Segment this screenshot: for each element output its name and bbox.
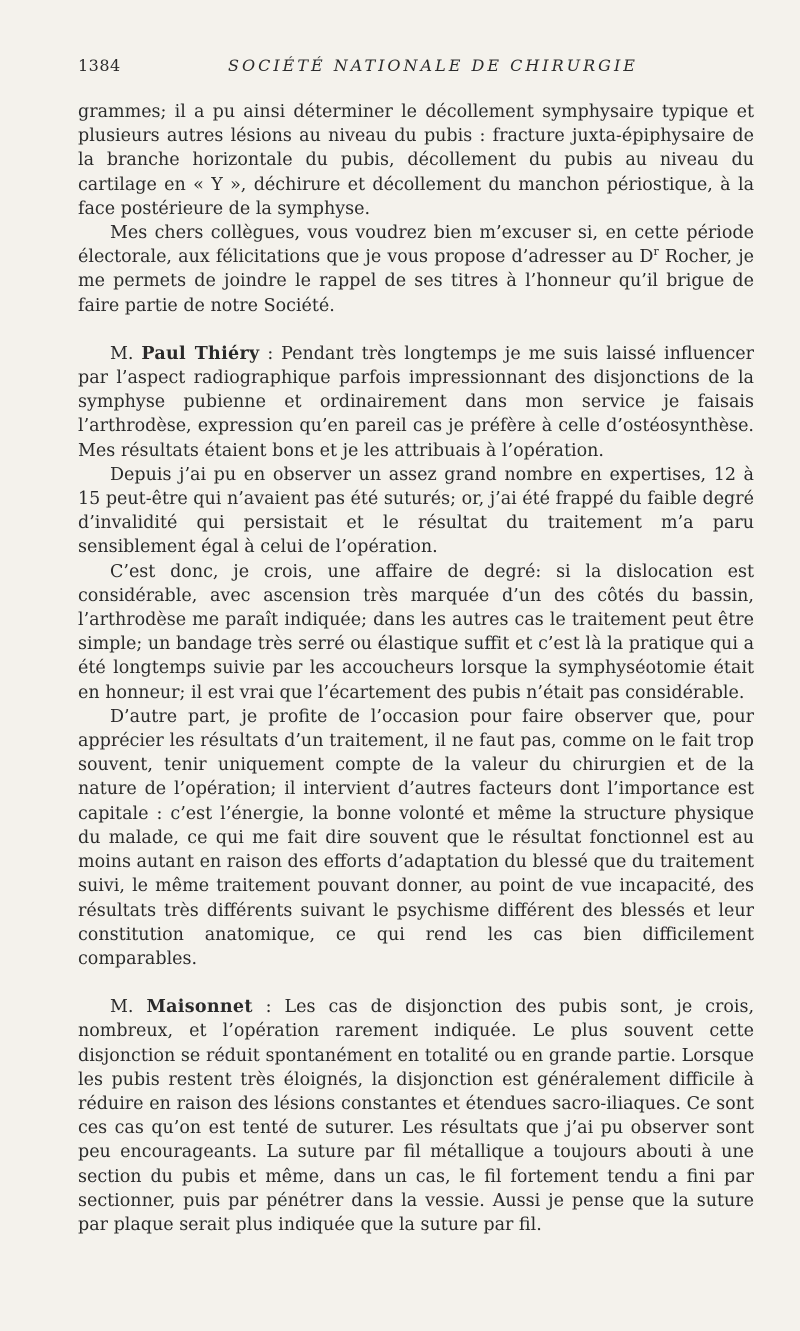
page-header: [78, 56, 770, 82]
paragraph-nomination: [78, 221, 754, 318]
thiery-text-1: : Pendant très longtemps je me suis laissé influencer par l’aspect radiographique parfois impressionnant des disjonctions de la symphyse pubienne et ordinairement dans mon service je faisais l’arthrodèse, expression qu’en pareil cas je préfère à celle d’ostéosynthèse. Mes résultats étaient bons et je les attribuais à l’opération.: [78, 343, 754, 461]
maisonnet-text: : Les cas de disjonction des pubis sont, je crois, nombreux, et l’opération rarement indiquée. Le plus souvent cette disjonction se réduit spontanément en totalité ou en grande partie. Lorsque les pubis restent très éloignés, la disjonction est généralement difficile à réduire en raison des lésions constantes et étendues sacro-iliaques. Ce sont ces cas qu’on est tenté de suturer. Les résultats que j’ai pu observer sont peu encourageants. La suture par fil métallique a toujours abouti à une section du pubis et même, dans un cas, le fil fortement tendu a fini par sectionner, puis par pénétrer dans la vessie. Aussi je pense que la suture par plaque serait plus indiquée que la suture par fil.: [78, 997, 755, 1235]
paragraph-thiery-1: [78, 342, 754, 463]
page-number: 1384: [78, 56, 121, 75]
speaker-title: M.: [110, 997, 147, 1018]
speaker-name-maisonnet: Maisonnet: [146, 997, 253, 1018]
doctor-superscript: r: [653, 245, 659, 259]
running-title: SOCIÉTÉ NATIONALE DE CHIRURGIE: [228, 56, 638, 75]
paragraph-thiery-3: C’est donc, je crois, une affaire de degré: si la dislocation est considérable, avec ascension très marquée d’un des côtés du bassin, l’arthrodèse me paraît indiquée; dans les autres cas le traitement peut être simple; un bandage très serré ou élastique suffit et c’est là la pratique qui a été longtemps suivie par les accoucheurs lorsque la symphyséotomie était en honneur; il est vrai que l’écartement des pubis n’était pas considérable.: [78, 561, 754, 703]
speaker-name-thiery: Paul Thiéry: [141, 343, 260, 364]
paragraph-continued: grammes; il a pu ainsi déterminer le décollement symphysaire typique et plusieurs autres lésions au niveau du pubis : fracture juxta-épiphysaire de la branche horizontale du pubis, décollement du pubis au niveau du cartilage en « Y », déchirure et décollement du manchon périostique, à la face postérieure de la symphyse.: [78, 102, 754, 219]
speaker-title: M.: [110, 343, 142, 364]
paragraph-maisonnet: [78, 995, 754, 1237]
nomination-text-start: Mes chers collègues, vous voudrez bien m’excuser si, en cette période électorale, aux félicitations que je vous propose d’adresser au D: [78, 223, 754, 268]
nomination-text-end: Rocher, je me permets de joindre le rappel de ses titres à l’honneur qu’il brigue de faire partie de notre Société.: [78, 247, 754, 316]
paragraph-thiery-4: D’autre part, je profite de l’occasion pour faire observer que, pour apprécier les résultats d’un traitement, il ne faut pas, comme on le fait trop souvent, tenir uniquement compte de la valeur du chirurgien et de la nature de l’opération; il intervient d’autres facteurs dont l’importance est capitale : c’est l’énergie, la bonne volonté et même la structure physique du malade, ce qui me fait dire souvent que le résultat fonctionnel est au moins autant en raison des efforts d’adaptation du blessé que du traitement suivi, le même traitement pouvant donner, au point de vue incapacité, des résultats très différents suivant le psychisme différent des blessés et leur constitution anatomique, ce qui rend les cas bien difficilement comparables.: [78, 706, 754, 969]
body-text: [78, 100, 754, 1237]
paragraph-thiery-2: Depuis j’ai pu en observer un assez grand nombre en expertises, 12 à 15 peut-être qui n’avaient pas été suturés; or, j’ai été frappé du faible degré d’invalidité qui persistait et le résultat du traitement m’a paru sensiblement égal à celui de l’opération.: [78, 464, 754, 558]
